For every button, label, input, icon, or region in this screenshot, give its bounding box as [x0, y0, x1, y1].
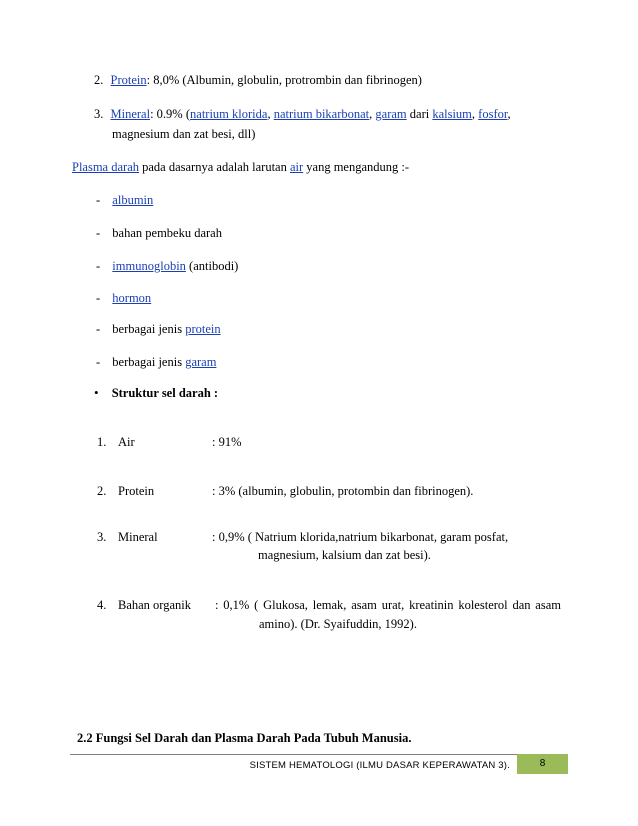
- dash-marker: -: [96, 193, 101, 207]
- hormon-link[interactable]: hormon: [112, 291, 152, 305]
- row-label: Mineral: [118, 530, 158, 544]
- row-value: : 0,9% ( Natrium klorida,natrium bikarbonat, garam posfat,: [212, 530, 509, 544]
- albumin-link[interactable]: albumin: [112, 193, 154, 207]
- row-value-continuation: magnesium, kalsium dan zat besi).: [258, 548, 431, 562]
- page-number: 8: [517, 754, 568, 774]
- protein-link[interactable]: Protein: [110, 73, 147, 87]
- dash-marker: -: [96, 226, 101, 240]
- plasma-paragraph: [72, 159, 409, 175]
- item-text: : 8,0% (Albumin, globulin, protrombin dan fibrinogen): [146, 73, 422, 87]
- protein-jenis-link[interactable]: protein: [185, 322, 221, 336]
- mineral-link[interactable]: Mineral: [110, 107, 151, 121]
- dash-item-protein: [96, 321, 221, 337]
- dash-item-text: bahan pembeku darah: [112, 226, 222, 240]
- row-number: 3.: [97, 530, 107, 544]
- separator: ,: [267, 107, 274, 121]
- footer-title: SISTEM HEMATOLOGI (ILMU DASAR KEPERAWATAN 3).: [249, 760, 510, 771]
- item-number: 3.: [94, 107, 104, 121]
- list-item-protein: [94, 72, 422, 88]
- dash-item-hormon: [96, 290, 151, 306]
- fosfor-link[interactable]: fosfor: [478, 107, 508, 121]
- dash-item-pembeku: [96, 225, 222, 241]
- dash-item-garam: [96, 354, 216, 370]
- dash-marker: -: [96, 259, 101, 273]
- bullet-icon: •: [94, 385, 99, 400]
- dash-marker: -: [96, 355, 101, 369]
- dash-item-text: berbagai jenis: [112, 322, 186, 336]
- garam-jenis-link[interactable]: garam: [185, 355, 217, 369]
- row-number: 1.: [97, 435, 107, 449]
- row-label: Bahan organik: [118, 598, 192, 612]
- paragraph-text: yang mengandung :-: [303, 160, 410, 174]
- separator: ,: [369, 107, 376, 121]
- structure-heading: Struktur sel darah :: [111, 386, 219, 400]
- garam-link[interactable]: garam: [375, 107, 407, 121]
- paragraph-text: pada dasarnya adalah larutan: [139, 160, 290, 174]
- section-heading: 2.2 Fungsi Sel Darah dan Plasma Darah Pada Tubuh Manusia.: [77, 731, 412, 745]
- row-number: 4.: [97, 598, 107, 612]
- row-number: 2.: [97, 484, 107, 498]
- dash-marker: -: [96, 291, 101, 305]
- list-item-mineral: [94, 106, 511, 122]
- row-value: : 91%: [212, 435, 242, 449]
- dash-item-text: berbagai jenis: [112, 355, 186, 369]
- row-label: Air: [118, 435, 135, 449]
- structure-heading-row: [94, 385, 218, 401]
- row-value: : 3% (albumin, globulin, protombin dan fibrinogen).: [212, 484, 474, 498]
- plasma-darah-link[interactable]: Plasma darah: [72, 160, 139, 174]
- row-value: : 0,1% ( Glukosa, lemak, asam urat, kreatinin kolesterol dan asam: [215, 598, 561, 612]
- dash-item-text: (antibodi): [185, 259, 239, 273]
- natrium-bikarbonat-link[interactable]: natrium bikarbonat: [273, 107, 370, 121]
- immunoglobin-link[interactable]: immunoglobin: [112, 259, 186, 273]
- separator: ,: [507, 107, 511, 121]
- footer-divider: [70, 754, 568, 755]
- dash-item-immunoglobin: [96, 258, 238, 274]
- separator: dari: [406, 107, 433, 121]
- natrium-klorida-link[interactable]: natrium klorida: [190, 107, 268, 121]
- dash-marker: -: [96, 322, 101, 336]
- mineral-continuation: magnesium dan zat besi, dll): [112, 127, 256, 141]
- item-number: 2.: [94, 73, 104, 87]
- row-label: Protein: [118, 484, 155, 498]
- item-text: : 0.9% (: [150, 107, 191, 121]
- air-link[interactable]: air: [289, 160, 304, 174]
- separator: ,: [471, 107, 479, 121]
- row-value-continuation: amino). (Dr. Syaifuddin, 1992).: [259, 617, 417, 631]
- dash-item-albumin: [96, 192, 153, 208]
- kalsium-link[interactable]: kalsium: [432, 107, 472, 121]
